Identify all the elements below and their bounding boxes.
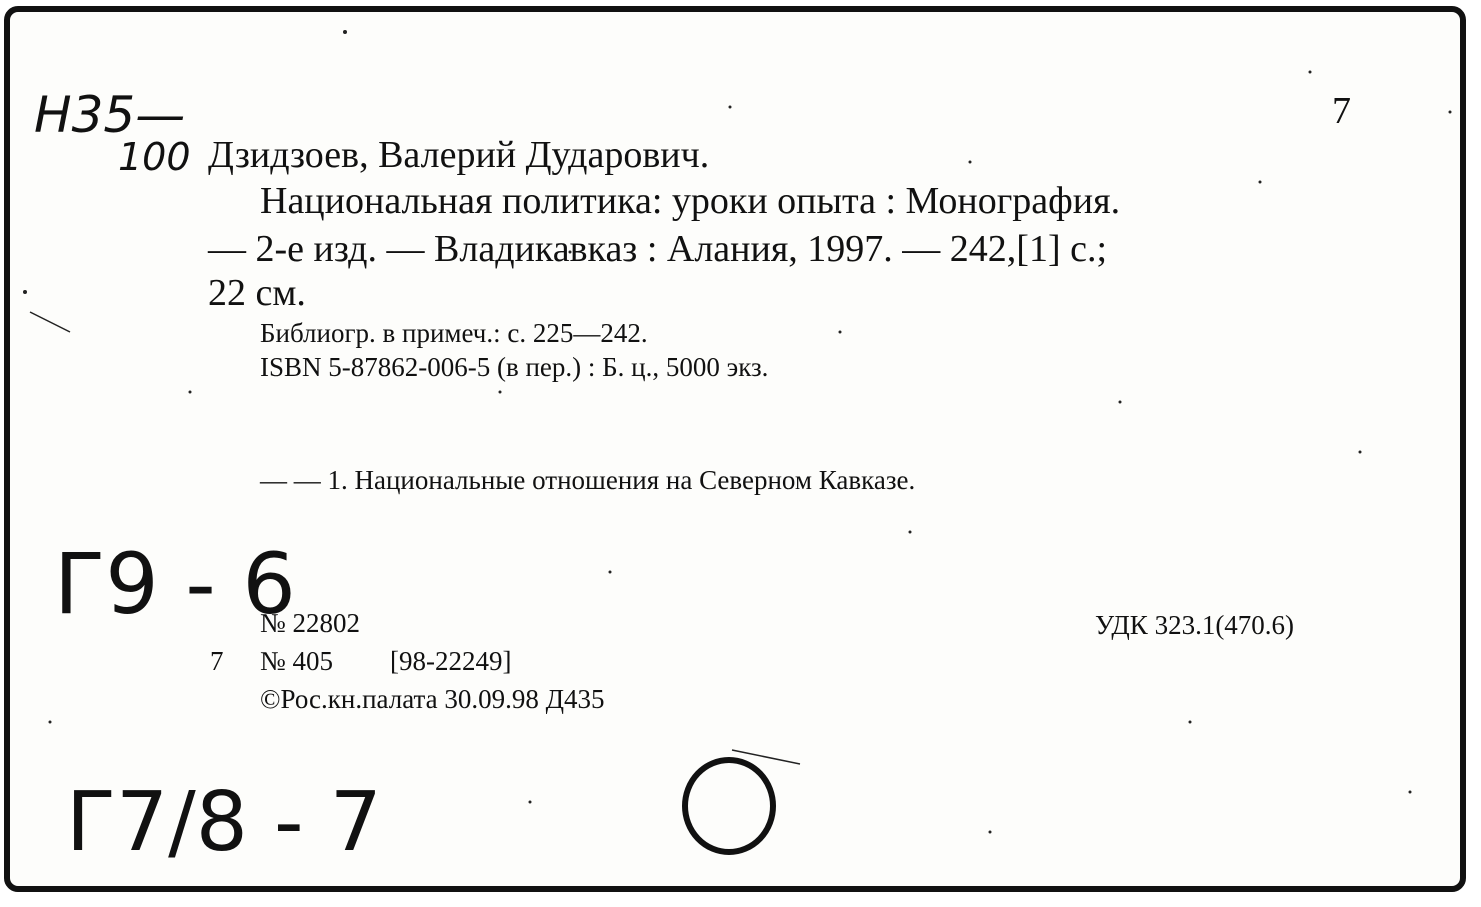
record-number: № 22802 bbox=[260, 608, 361, 638]
title-line-2: — 2-е изд. — Владикавказ : Алания, 1997. — 242,[1] с.; bbox=[208, 228, 1108, 270]
left-seven: 7 bbox=[210, 646, 224, 676]
author: Дзидзоев, Валерий Дударович. bbox=[208, 134, 710, 176]
record-number-2: № 405 bbox=[260, 646, 334, 676]
record-bracket: [98-22249] bbox=[390, 646, 512, 676]
copyright-line: ©Рос.кн.палата 30.09.98 Д435 bbox=[260, 684, 605, 714]
bibliography-note: Библиогр. в примеч.: с. 225—242. bbox=[260, 318, 648, 348]
subject-heading: — — 1. Национальные отношения на Северном Кавказе. bbox=[260, 465, 916, 495]
title-line-3: 22 см. bbox=[208, 272, 306, 314]
shelf-mark-bottom: 100 bbox=[118, 135, 191, 179]
udk-code: УДК 323.1(470.6) bbox=[1095, 610, 1295, 640]
title-line-1: Национальная политика: уроки опыта : Монография. bbox=[260, 180, 1121, 222]
handwritten-code-1: Г9 - 6 bbox=[54, 535, 296, 633]
catalog-card bbox=[4, 6, 1466, 892]
isbn-note: ISBN 5-87862-006-5 (в пер.) : Б. ц., 5000 экз. bbox=[260, 352, 769, 382]
shelf-mark-top: Н35— bbox=[34, 86, 186, 144]
card-number: 7 bbox=[1332, 90, 1351, 132]
circle-mark-icon bbox=[675, 750, 785, 860]
handwritten-code-2: Г7/8 - 7 bbox=[66, 775, 382, 870]
